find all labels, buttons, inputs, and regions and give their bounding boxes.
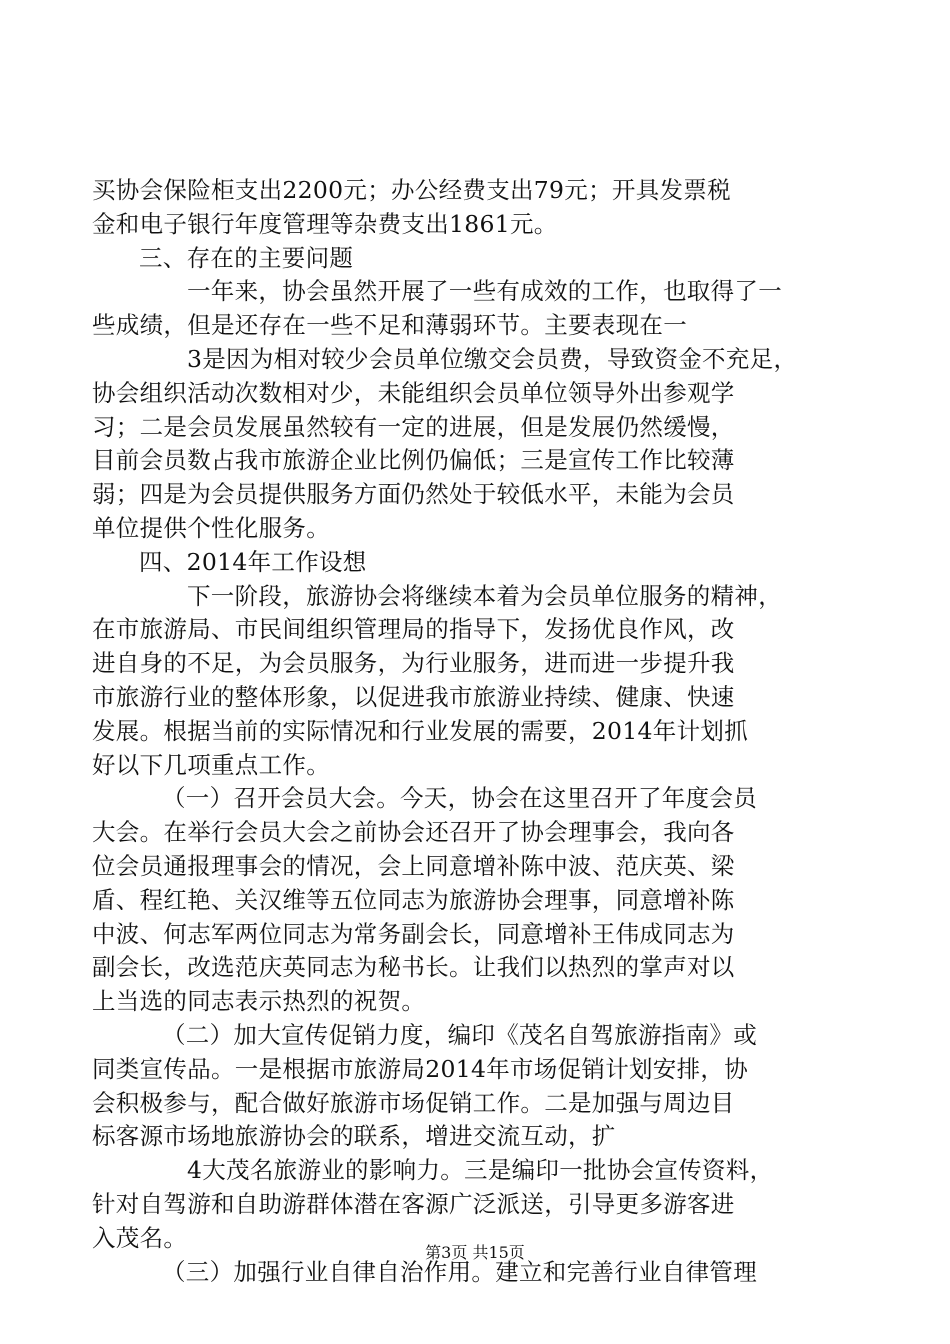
text-line: 买协会保险柜支出2200元；办公经费支出79元；开具发票税 [92,176,731,204]
section-heading: 四、2014年工作设想 [139,547,367,576]
text-line: 盾、程红艳、关汉维等五位同志为旅游协会理事，同意增补陈 [92,885,735,914]
text-line: 标客源市场地旅游协会的联系，增进交流互动，扩 [92,1122,616,1151]
section-heading: 三、存在的主要问题 [139,243,354,272]
text-line: 些成绩，但是还存在一些不足和薄弱环节。主要表现在一 [92,311,687,340]
text-line: 大会。在举行会员大会之前协会还召开了协会理事会，我向各 [92,818,735,847]
text-line: 同类宣传品。一是根据市旅游局2014年市场促销计划安排，协 [92,1054,749,1083]
text-line: 下一阶段，旅游协会将继续本着为会员单位服务的精神， [187,581,782,610]
text-line: 习；二是会员发展虽然较有一定的进展，但是发展仍然缓慢， [92,412,735,441]
text-line: 金和电子银行年度管理等杂费支出1861元。 [92,209,558,238]
text-line: 目前会员数占我市旅游企业比例仍偏低；三是宣传工作比较薄 [92,446,735,475]
text-line: （一）召开会员大会。今天，协会在这里召开了年度会员 [162,784,757,813]
text-line: 一年来，协会虽然开展了一些有成效的工作，也取得了一 [187,277,782,306]
document-body [92,174,862,1289]
text-line: 在市旅游局、市民间组织管理局的指导下，发扬优良作风，改 [92,615,735,644]
text-line: 中波、何志军两位同志为常务副会长，同意增补王伟成同志为 [92,919,735,948]
text-line: 位会员通报理事会的情况，会上同意增补陈中波、范庆英、梁 [92,851,735,880]
text-line: 协会组织活动次数相对少，未能组织会员单位领导外出参观学 [92,378,735,407]
text-line: 针对自驾游和自助游群体潜在客源广泛派送，引导更多游客进 [92,1189,735,1218]
text-line: 发展。根据当前的实际情况和行业发展的需要，2014年计划抓 [92,716,749,745]
text-line: （三）加强行业自律自治作用。建立和完善行业自律管理 [162,1257,757,1286]
text-line: 进自身的不足，为会员服务，为行业服务，进而进一步提升我 [92,649,735,678]
text-line: 弱；四是为会员提供服务方面仍然处于较低水平，未能为会员 [92,480,735,509]
text-line: 上当选的同志表示热烈的祝贺。 [92,987,426,1016]
text-line: 会积极参与，配合做好旅游市场促销工作。二是加强与周边目 [92,1088,735,1117]
text-line: 市旅游行业的整体形象，以促进我市旅游业持续、健康、快速 [92,682,735,711]
text-line: （二）加大宣传促销力度，编印《茂名自驾旅游指南》或 [162,1020,757,1049]
text-line: 单位提供个性化服务。 [92,513,330,542]
text-line: 4大茂名旅游业的影响力。三是编印一批协会宣传资料， [187,1156,774,1185]
page-footer: 第3页 共15页 [425,1243,525,1262]
text-line: 副会长，改选范庆英同志为秘书长。让我们以热烈的掌声对以 [92,953,735,982]
text-line: 好以下几项重点工作。 [92,750,330,779]
text-line: 3是因为相对较少会员单位缴交会员费，导致资金不充足， [187,344,798,373]
text-line: 入茂名。 [92,1223,188,1252]
